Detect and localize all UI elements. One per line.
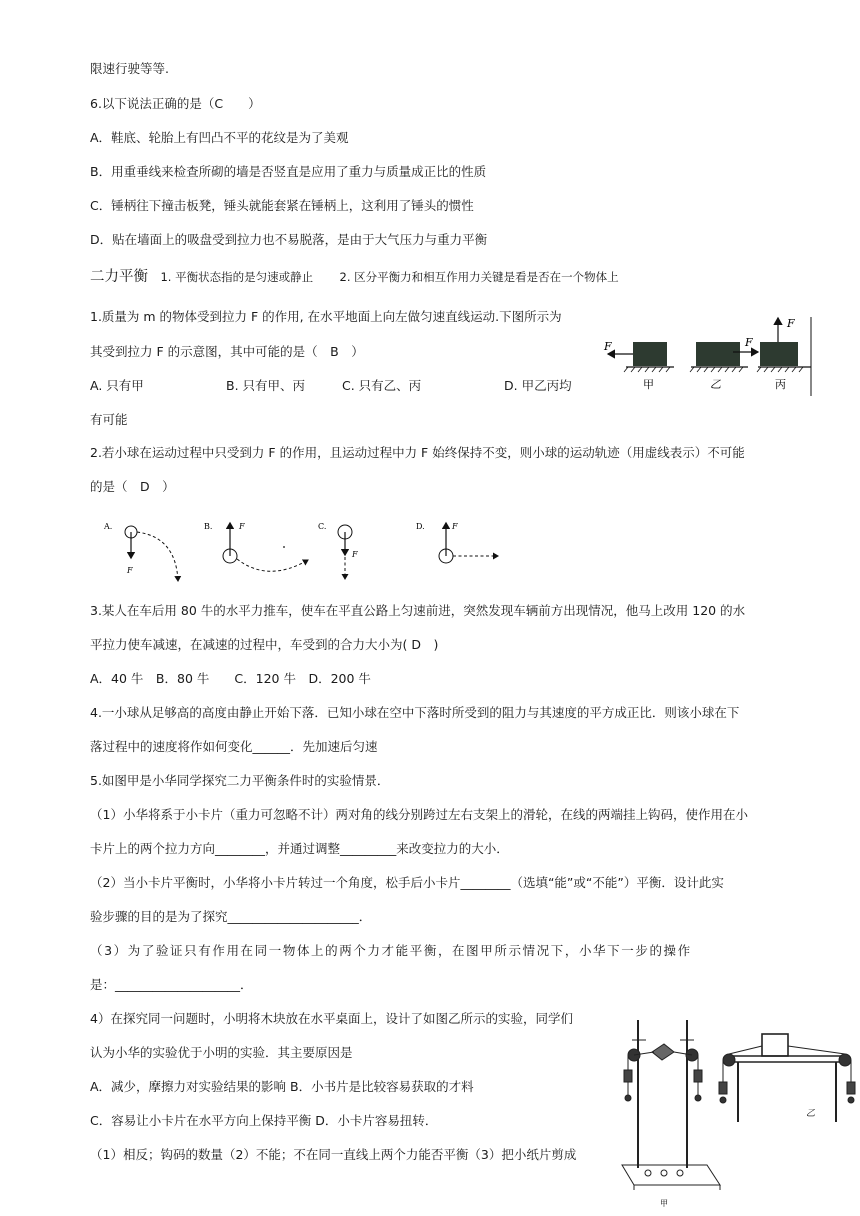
trajectory-a — [137, 532, 178, 581]
trajectory-b — [237, 559, 308, 571]
section-note-2: 2. 区分平衡力和相互作用力关键是看是否在一个物体上 — [339, 270, 619, 284]
question-1-stem-2: 其受到拉力 F 的示意图，其中可能的是（ B ） — [90, 344, 364, 359]
question-6-stem: 6.以下说法正确的是（C ） — [90, 96, 261, 111]
question-3-stem: 3.某人在车后用 80 牛的水平力推车，使车在平直公路上匀速前进，突然发现车辆前方出现情况，他马上改用 120 的水 — [90, 603, 746, 618]
question-4-stem: 4.一小球从足够高的高度由静止开始下落．已知小球在空中下落时所受到的阻力与其速度的平方成正比．则该小球在下 — [90, 705, 740, 720]
figure-blocks-force — [598, 312, 816, 398]
apparatus-yi — [719, 1034, 855, 1122]
ground-hatch-yi — [690, 367, 743, 372]
question-5-stem: 5.如图甲是小华同学探究二力平衡条件时的实验情景． — [90, 773, 390, 788]
dot-b — [283, 546, 285, 548]
section-note-1: 1. 平衡状态指的是匀速或静止 — [160, 270, 314, 284]
block-yi — [696, 342, 740, 366]
force-label-yi: F — [745, 336, 753, 349]
question-5-part-3: （3）为了验证只有作用在同一物体上的两个力才能平衡，在图甲所示情况下，小华下一步的操作 — [90, 943, 692, 958]
text-line: 限速行驶等等. — [90, 61, 169, 76]
question-1-option-b: B. 只有甲、丙 — [226, 378, 306, 393]
section-heading — [90, 268, 619, 286]
block-bing — [760, 342, 798, 366]
figure-apparatus — [612, 1010, 858, 1210]
question-5-part-3-cont: 是：____________________． — [90, 977, 253, 992]
question-5-part-1-cont: 卡片上的两个拉力方向________，并通过调整_________来改变拉力的大小． — [90, 841, 509, 856]
force-label-d: F — [452, 522, 458, 531]
question-1-option-d-cont: 有可能 — [90, 412, 128, 427]
question-3-stem-2: 平拉力使车减速，在减速的过程中，车受到的合力大小为( D ) — [90, 637, 439, 652]
question-6-option-b: B．用重垂线来检查所砌的墙是否竖直是应用了重力与质量成正比的性质 — [90, 164, 487, 179]
force-label-b: F — [239, 522, 245, 531]
question-5-option-ab: A．减少，摩擦力对实验结果的影响 B．小书片是比较容易获取的才料 — [90, 1079, 474, 1094]
question-3-options: A．40 牛 B．80 牛 C．120 牛 D．200 牛 — [90, 671, 371, 686]
question-5-part-2: （2）当小卡片平衡时，小华将小卡片转过一个角度，松手后小卡片________（选填“能”或“不能”）平衡．设计此实 — [90, 875, 724, 890]
label-yi: 乙 — [710, 378, 721, 391]
option-b-label: B. — [204, 522, 213, 531]
figure-trajectories — [100, 515, 510, 587]
question-1-option-a: A. 只有甲 — [90, 378, 144, 393]
question-1-stem: 1.质量为 m 的物体受到拉力 F 的作用, 在水平地面上向左做匀速直线运动.下图所示为 — [90, 309, 562, 324]
question-2-stem-2: 的是（ D ） — [90, 479, 175, 494]
option-d-label: D. — [416, 522, 425, 531]
ground-hatch-bing — [757, 367, 803, 372]
question-5-part-1: （1）小华将系于小卡片（重力可忽略不计）两对角的线分别跨过左右支架上的滑轮，在线的两端挂上钩码，使作用在小 — [90, 807, 748, 822]
question-1-option-c: C. 只有乙、丙 — [342, 378, 422, 393]
force-label-c: F — [352, 550, 358, 559]
question-5-part-4-cont: 认为小华的实验优于小明的实验．其主要原因是 — [90, 1045, 353, 1060]
option-a-label: A. — [104, 522, 113, 531]
question-6-option-d: D．贴在墙面上的吸盘受到拉力也不易脱落，是由于大气压力与重力平衡 — [90, 232, 488, 247]
question-6-option-a: A．鞋底、轮胎上有凹凸不平的花纹是为了美观 — [90, 130, 349, 145]
ground-hatch-jia — [624, 367, 670, 372]
question-5-part-2-cont: 验步骤的目的是为了探究_____________________． — [90, 909, 372, 924]
label-yi-apparatus: 乙 — [806, 1109, 816, 1119]
force-label-a: F — [127, 566, 133, 575]
label-jia-apparatus: 甲 — [660, 1199, 668, 1208]
question-5-option-cd: C．容易让小卡片在水平方向上保持平衡 D．小卡片容易扭转． — [90, 1113, 438, 1128]
label-jia: 甲 — [643, 378, 654, 391]
question-4-stem-2: 落过程中的速度将作如何变化______．先加速后匀速 — [90, 739, 378, 754]
section-title: 二力平衡 — [90, 269, 148, 285]
apparatus-jia — [622, 1020, 720, 1190]
force-label-jia: F — [604, 340, 612, 353]
option-c-label: C. — [318, 522, 327, 531]
question-2-stem: 2.若小球在运动过程中只受到力 F 的作用，且运动过程中力 F 始终保持不变，则小球的运动轨迹（用虚线表示）不可能 — [90, 445, 745, 460]
question-1-option-d: D. 甲乙丙均 — [504, 378, 572, 393]
question-5-answer: （1）相反；钩码的数量（2）不能；不在同一直线上两个力能否平衡（3）把小纸片剪成 — [90, 1147, 577, 1162]
question-5-part-4: 4）在探究同一问题时，小明将木块放在水平桌面上，设计了如图乙所示的实验，同学们 — [90, 1011, 573, 1026]
block-jia — [633, 342, 667, 366]
question-6-option-c: C．锤柄往下撞击板凳，锤头就能套紧在锤柄上，这利用了锤头的惯性 — [90, 198, 474, 213]
label-bing: 丙 — [775, 378, 786, 391]
force-label-bing: F — [787, 317, 795, 330]
